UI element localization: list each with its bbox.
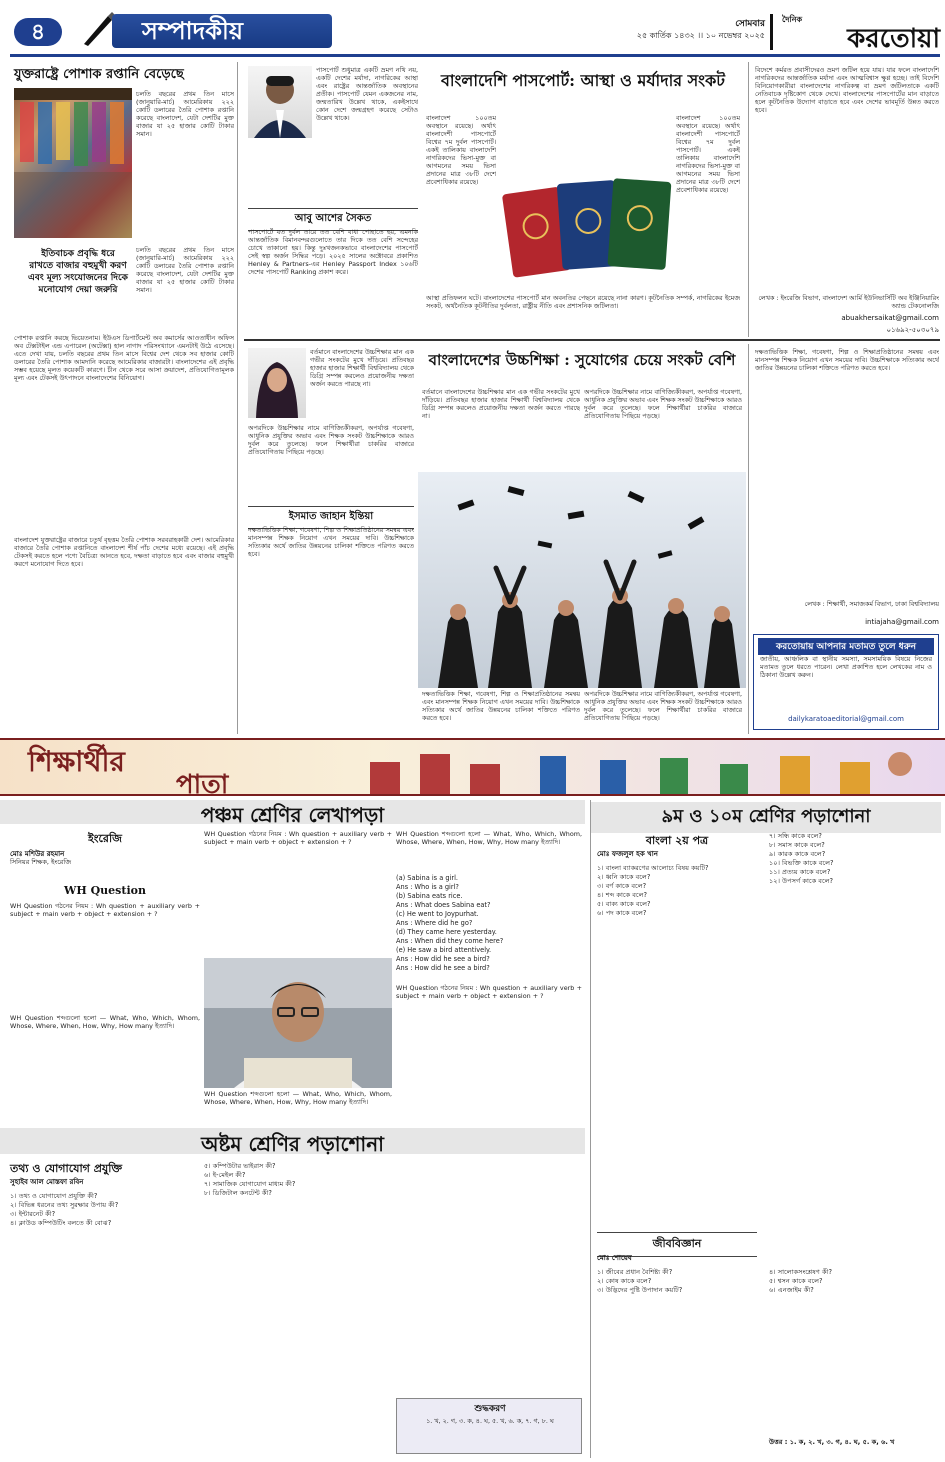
class9-section (590, 800, 940, 1458)
class8-subject: তথ্য ও যোগাযোগ প্রযুক্তি (10, 1162, 123, 1175)
class5-note-2: WH Question শব্দগুলো হলো — What, Who, Which, Whom, Whose, Where, When, How, Why, How many ইত্যাদি। (204, 1090, 392, 1106)
class8-header (0, 1128, 585, 1154)
question-item: ৪। সালোকসংশ্লেষণ কী? (769, 1268, 832, 1276)
page-number: ৪ (14, 18, 62, 46)
question-item: ১২। উপসর্গ কাকে বলে? (769, 877, 834, 885)
class5-examples (396, 874, 582, 973)
class9-title: ৯ম ও ১০ম শ্রেণির পড়াশোনা (591, 802, 941, 833)
example-line: Ans : How did he see a bird? (396, 964, 490, 972)
question-item: ৩। উদ্ভিদের পুষ্টি উপাদান কয়টি? (597, 1286, 683, 1294)
garments-body: পোশাক রপ্তানি করছে ভিয়েতনাম। ইউএস ডিপার্টমেন্ট অব কমার্সের আওতাধীন অফিস অব টেক্সটাইল এন্ড এপারেল (অটেক্সা) হাল নাগাদ পরিসংখ্যানে এমনটাই উঠে এসেছে। এতে দেখা যায়, চলতি বছরের প্রথম তিন মাসে বিশ্বের দেশ থেকে সব হাজার কোটি ডলারের তৈরি পোশাক আমদানি করেছে আমেরিকার বাজারটা। বাংলাদেশের এই প্রবৃদ্ধি সম্ভব হয়েছে মূলত কয়েকটি কারণে। চীন থেকে সরে আসা ক্রয়াদেশ, প্রতিযোগিতামূলক মূল্য এবং টেকসই উৎপাদনে বাংলাদেশের বিনিয়োগ। (14, 334, 234, 382)
class9-subject-2: জীববিজ্ঞান (597, 1232, 757, 1257)
class5-title: পঞ্চম শ্রেণির লেখাপড়া (200, 803, 385, 827)
question-item: ৭। সামাজিক যোগাযোগ মাধ্যম কী? (204, 1180, 296, 1188)
passport-title: বাংলাদেশি পাসপোর্ট: আস্থা ও মর্যাদার সংকট (441, 71, 725, 90)
passport-body: বাংলাদেশ ১০০তম অবস্থানে রয়েছে। অর্থাৎ বাংলাদেশী পাসপোর্টে বিশ্বের ৭ম দুর্বল পাসপোর্ট। একই তালিকায় বাংলাদেশি নাগরিকদের ভিসা-মুক্ত বা আগমনের সময় ভিসা প্রদানের মাত্র ৩৮টি দেশে প্রবেশাধিকার রয়েছে। (426, 114, 496, 186)
education-column-body: অপরদিকে উচ্চশিক্ষার নামে বাণিজ্যিকীকরণ, অপর্যাপ্ত গবেষণা, আধুনিক প্রযুক্তির অভাব এবং শিক্ষক সংকট উচ্চশিক্ষাকে আরও দুর্বল করে তুলেছে। ফলে শিক্ষার্থীরা চাকরির বাজারে প্রতিযোগিতায় পিছিয়ে পড়ছে। (248, 424, 414, 456)
student-page-banner (0, 738, 945, 800)
education-body-c: দক্ষতাভিত্তিক শিক্ষা, গবেষণা, শিল্প ও শিক্ষাপ্রতিষ্ঠানের সমন্বয় এবং মানসম্পন্ন শিক্ষক নিয়োগ এখন সময়ের দাবি। উচ্চশিক্ষাকে সত্যিকার অর্থে জাতির উন্নয়নের চালিকা শক্তিতে পরিণত করতে হবে। (422, 690, 580, 722)
class8-questions-a (10, 1192, 196, 1228)
class5-teacher-role: সিনিয়র শিক্ষক, ইংরেজি (10, 858, 72, 866)
question-item: ৯। কারক কাকে বলে? (769, 850, 826, 858)
question-item: ৬। এনজাইম কী? (769, 1286, 814, 1294)
education-column-body-2: দক্ষতাভিত্তিক শিক্ষা, গবেষণা, শিল্প ও শিক্ষাপ্রতিষ্ঠানের সমন্বয় এবং মানসম্পন্ন শিক্ষক নিয়োগ এখন সময়ের দাবি। উচ্চশিক্ষাকে সত্যিকার অর্থে জাতির উন্নয়নের চালিকা শক্তিতে পরিণত করতে হবে। (248, 526, 414, 558)
class9-subject: বাংলা ২য় পত্র (645, 834, 709, 847)
question-item: ৮। সমাস কাকে বলে? (769, 841, 825, 849)
class5-structure: WH Question গঠনের নিয়ম : Wh question + auxiliary verb + subject + main verb + object + extension + ? (10, 902, 200, 918)
date-line: ২৫ কার্তিক ১৪৩২ ।। ১০ নভেম্বর ২০২৫ (636, 31, 765, 40)
banner-line-2: পাতা (176, 770, 229, 800)
class5-right (396, 828, 582, 1126)
paper-name: করতোয়া (847, 24, 940, 54)
garments-title: যুক্তরাষ্ট্রে পোশাক রপ্তানি বেড়েছে (14, 67, 184, 82)
notice-email[interactable]: dailykaratoaeditorial@gmail.com (788, 715, 904, 723)
question-item: ৪। শব্দ কাকে বলে? (597, 891, 647, 899)
class5-structure-3: WH Question গঠনের নিয়ম : Wh question + auxiliary verb + subject + main verb + object + extension + ? (396, 984, 582, 1000)
education-title: বাংলাদেশের উচ্চশিক্ষা : সুযোগের চেয়ে সংকট বেশি (428, 351, 736, 369)
class5-middle (204, 828, 392, 1126)
day-label: সোমবার (735, 19, 765, 29)
education-byline: ইসমাত জাহান ইন্তিয়া (248, 506, 414, 529)
bio-questions-b (769, 1268, 937, 1295)
passport-phone: ০১৬৯২-৫০৩০৭৯ (886, 326, 939, 334)
question-item: ৫। শ্বসন কাকে বলে? (769, 1277, 823, 1285)
class5-header (0, 800, 585, 827)
author-photo-intia (248, 348, 306, 418)
banner-illustration (360, 744, 920, 794)
example-line: (e) He saw a bird attentively. (396, 946, 492, 954)
passport-body-3: বিদেশে কর্মরত প্রবাসীদেরও ভ্রমণ জটিল হয়ে যায়। যার ফলে বাংলাদেশি নাগরিকদের আন্তর্জাতিক মর্যাদা এবং আত্মবিশ্বাস ক্ষুণ্ণ হচ্ছে। তাই বিদেশি বিনিয়োগকারীরা বাংলাদেশের নাগরিকত্ব বা ভ্রমণ জটিলতাকে একটি নেতিবাচক দৃষ্টিকোণ থেকে দেখে। বাংলাদেশের পাসপোর্টের মান বাড়াতে হলে কূটনৈতিক উদ্যোগ বাড়াতে হবে এবং দেশের ভাবমূর্তি উন্নত করতে হবে। (755, 66, 939, 114)
student-photo (204, 958, 392, 1088)
passport-body-2: আস্থা প্রতিফলন ঘটে। বাংলাদেশের পাসপোর্ট মান অবনতির পেছনে রয়েছে নানা কারণ। কূটনৈতিক সম্পর্ক, নাগরিকের ইমেজ সংকট, অর্থনৈতিক কূটনীতির দুর্বলতা, রাষ্ট্রীয় নীতি এবং প্রশাসনিক জটিলতা। (426, 294, 740, 310)
example-line: (a) Sabina is a girl. (396, 874, 458, 882)
passport-column-text: পাসপোর্ট শুধুমাত্র একটি ভ্রমণ নথি নয়, একটি দেশের মর্যাদা, নাগরিকের আস্থা এবং রাষ্ট্রের আন্তর্জাতিক অবস্থানের প্রতীক। পাসপোর্ট যেমন একজনের নাম, জন্মতারিখ উল্লেখ থাকে, একইসাথে কোন দেশে জন্মগ্রহণ করেছে সেটাও উল্লেখ থাকে। (316, 66, 418, 122)
question-item: ৬। পদ কাকে বলে? (597, 909, 647, 917)
class8-content (10, 1158, 582, 1458)
passport-story (422, 62, 744, 337)
class8-answer-key: ১. খ, ২. গ, ৩. ক, ৪. ঘ, ৫. খ, ৬. ক, ৭. গ, ৮. ঘ (426, 1417, 554, 1425)
garments-lead: চলতি বছরের প্রথম তিন মাসে (জানুয়ারি-মার্চ) আমেরিকায় ২২২ কোটি ডলারের তৈরি পোশাক রপ্তানি করেছে বাংলাদেশ, যেটা দেশটির মুক্ত বাজার যা ২৫ হাজার কোটি টাকার সমান। (136, 90, 234, 138)
education-column-text: বর্তমানে বাংলাদেশের উচ্চশিক্ষার মান এক গভীর সংকটের মুখে দাঁড়িয়ে। প্রতিবছর হাজার হাজার শিক্ষার্থী বিশ্ববিদ্যালয় থেকে ডিগ্রি সম্পন্ন করলেও প্রয়োজনীয় দক্ষতা অর্জন করতে পারছে না। (310, 348, 414, 388)
question-item: ৮। ডিজিটাল কনটেন্ট কী? (204, 1189, 272, 1197)
example-line: Ans : When did they come here? (396, 937, 504, 945)
question-item: ৩। ইন্টারনেট কী? (10, 1210, 56, 1218)
question-item: ১। তথ্য ও যোগাযোগ প্রযুক্তি কী? (10, 1192, 98, 1200)
class5-intro: WH Question শব্দগুলো হলো — What, Who, Which, Whom, Whose, Where, When, How, Why, How many ইত্যাদি। (396, 830, 582, 846)
class9-teacher-2: মোঃ শোয়েব (597, 1254, 632, 1262)
class5-topic: WH Question (64, 884, 146, 897)
class5-subject: ইংরেজি (88, 832, 122, 845)
education-continued (748, 344, 940, 734)
example-line: Ans : Who is a girl? (396, 883, 459, 891)
masthead (0, 0, 945, 62)
question-item: ১০। বিভক্তি কাকে বলে? (769, 859, 834, 867)
question-item: ২। বিভিন্ন ধরনের তথ্য সুরক্ষার উপায় কী? (10, 1201, 119, 1209)
class8-title: অষ্টম শ্রেণির পড়াশোনা (201, 1132, 384, 1156)
class8-answer-title: শুদ্ধকরণ (474, 1404, 506, 1414)
class5-structure-2: WH Question গঠনের নিয়ম : Wh question + auxiliary verb + subject + main verb + object + extension + ? (204, 830, 392, 846)
garments-pull-quote: ইতিবাচক প্রবৃদ্ধি ধরে রাখতে বাজার বহুমুখী করণ এবং মূল্য সংযোজনের দিকে মনোযোগ দেয়া জরুরি (28, 249, 128, 295)
passports-photo (498, 166, 674, 294)
education-story (418, 344, 746, 734)
education-column (244, 344, 416, 734)
author-photo-saikat (248, 66, 312, 138)
example-line: Ans : What does Sabina eat? (396, 901, 491, 909)
section-divider (244, 339, 940, 341)
garments-side-text: চলতি বছরের প্রথম তিন মাসে (জানুয়ারি-মার্চ) আমেরিকায় ২২২ কোটি ডলারের তৈরি পোশাক রপ্তানি করেছে বাংলাদেশ, যেটা দেশটির মুক্ত বাজার যা ২৫ হাজার কোটি টাকার সমান। (136, 246, 234, 294)
question-item: ২। ধ্বনি কাকে বলে? (597, 873, 651, 881)
question-item: ৩। বর্ণ কাকে বলে? (597, 882, 647, 890)
example-line: (d) They came here yesterday. (396, 928, 497, 936)
garments-photo (14, 88, 132, 238)
class8-questions-b (204, 1162, 390, 1198)
bio-questions-a (597, 1268, 763, 1295)
passport-side-text: বাংলাদেশ ১০০তম অবস্থানে রয়েছে। অর্থাৎ বাংলাদেশী পাসপোর্টে বিশ্বের ৭ম দুর্বল পাসপোর্ট। একই তালিকায় বাংলাদেশি নাগরিকদের ভিসা-মুক্ত বা আগমনের সময় ভিসা প্রদানের মাত্র ৩৮টি দেশে প্রবেশাধিকার রয়েছে। (676, 114, 740, 194)
example-line: Ans : How did he see a bird? (396, 955, 490, 963)
notice-box (753, 634, 939, 730)
education-body: বর্তমানে বাংলাদেশের উচ্চশিক্ষার মান এক গভীর সংকটের মুখে দাঁড়িয়ে। প্রতিবছর হাজার হাজার শিক্ষার্থী বিশ্ববিদ্যালয় থেকে ডিগ্রি সম্পন্ন করলেও প্রয়োজনীয় দক্ষতা অর্জন করতে পারছে না। (422, 388, 580, 420)
class5-note: WH Question শব্দগুলো হলো — What, Who, Which, Whom, Whose, Where, When, How, Why, How many ইত্যাদি। (10, 1014, 200, 1030)
question-item: ৫। কম্পিউটার ভাইরাস কী? (204, 1162, 276, 1170)
passport-author-note: লেখক : ইংরেজি বিভাগ, বাংলাদেশ আর্মি ইউনিভার্সিটি অব ইঞ্জিনিয়ারিং অ্যান্ড টেকনোলজি (758, 294, 939, 310)
question-item: ২। কোষ কাকে বলে? (597, 1277, 652, 1285)
top-rule (10, 54, 940, 57)
class9-questions-b (769, 832, 937, 886)
garments-body-2: বাংলাদেশ যুক্তরাষ্ট্রের বাজারে চতুর্থ বৃহত্তম তৈরি পোশাক সরবরাহকারী দেশ। আমেরিকার বাজারে তৈরি পোশাক রপ্তানিতে বাংলাদেশ শীর্ষ পাঁচ দেশের মধ্যে রয়েছে। এই প্রবৃদ্ধি টেকসই করতে হলে পণ্যে বৈচিত্র্য আনতে হবে, দক্ষতা বাড়াতে হবে এবং বাজার বহুমুখী করণে মনোযোগ দিতে হবে। (14, 536, 234, 568)
class5-left (10, 828, 200, 1126)
mast-divider (770, 14, 773, 50)
question-item: ৫। বাক্য কাকে বলে? (597, 900, 651, 908)
notice-body: জাতীয়, আঞ্চলিক বা স্থানীয় সমস্যা, সমসাময়িক বিষয়ে নিজের মতামত তুলে ধরতে পারেন। লেখা প্রকাশিত হলে লেখকের নাম ও ঠিকানা উল্লেখ করুন। (760, 655, 932, 679)
question-item: ১। জীবের প্রধান বৈশিষ্ট্য কী? (597, 1268, 673, 1276)
bio-answers: উত্তর : ১. ক, ২. খ, ৩. গ, ৪. ঘ, ৫. ক, ৬. খ (769, 1438, 895, 1446)
example-line: (c) He went to Joypurhat. (396, 910, 479, 918)
education-body-e: দক্ষতাভিত্তিক শিক্ষা, গবেষণা, শিল্প ও শিক্ষাপ্রতিষ্ঠানের সমন্বয় এবং মানসম্পন্ন শিক্ষক নিয়োগ এখন সময়ের দাবি। উচ্চশিক্ষাকে সত্যিকার অর্থে জাতির উন্নয়নের চালিকা শক্তিতে পরিণত করতে হবে। (755, 348, 939, 372)
question-item: ৭। সন্ধি কাকে বলে? (769, 832, 822, 840)
question-item: ৬। ই-মেইল কী? (204, 1171, 246, 1179)
paper-prefix: দৈনিক (782, 15, 803, 24)
question-item: ১। বাংলা ব্যাকরণের আলোচ্য বিষয় কয়টি? (597, 864, 709, 872)
garments-story (10, 62, 238, 734)
notice-title: করতোয়ায় আপনার মতামত তুলে ধরুন (758, 638, 934, 655)
passport-email[interactable]: abuakhersaikat@gmail.com (841, 314, 939, 322)
class9-teacher: মোঃ ফজলুল হক খান (597, 850, 658, 858)
question-item: ১১। প্রত্যয় কাকে বলে? (769, 868, 831, 876)
question-item: ৪। ক্লাউড কম্পিউটিং বলতে কী বোঝ? (10, 1219, 112, 1227)
banner-line-1: শিক্ষার্থীর (28, 745, 125, 778)
education-author-note: লেখক : শিক্ষার্থী, সমাজকর্ম বিভাগ, ঢাকা বিশ্ববিদ্যালয় (804, 600, 939, 608)
education-body-d: অপরদিকে উচ্চশিক্ষার নামে বাণিজ্যিকীকরণ, অপর্যাপ্ত গবেষণা, আধুনিক প্রযুক্তির অভাব এবং শিক্ষক সংকট উচ্চশিক্ষাকে আরও দুর্বল করে তুলেছে। ফলে শিক্ষার্থীরা চাকরির বাজারে প্রতিযোগিতায় পিছিয়ে পড়ছে। (584, 690, 742, 722)
class5-teacher: মোঃ মশিউর রহমান (10, 850, 65, 858)
passport-continued (748, 62, 940, 337)
passport-byline: আবু আশের সৈকত (248, 208, 418, 231)
section-title: সম্পাদকীয় (112, 14, 332, 48)
class8-answer-box (396, 1398, 582, 1454)
passport-column-body-2: পাসপোর্টে যত দুর্বল তারে তত বেশি বাধা পোহাতে হয়, এমনকি আন্তর্জাতিক বিমানবন্দরগুলোতে তার দিকে তত বেশি সন্দেহের চোখে তাকানো হয়। কিন্তু দুঃখজনকভাবে বাংলাদেশের পাসপোর্ট সেই স্বল্প অর্জন সিদ্ধির পড়ে। ২০২৫ সালের অক্টোবরে প্রকাশিত Henley & Partners-এর Henley Passport Index ১০৬টি দেশের পাসপোর্ট Ranking প্রকাশ করে। (248, 228, 418, 276)
example-line: Ans : Where did he go? (396, 919, 473, 927)
passport-column (244, 62, 420, 337)
education-email[interactable]: intiajaha@gmail.com (865, 618, 939, 626)
class8-teacher: সুহাইব আল মোস্তফা রবিন (10, 1178, 84, 1186)
education-body-b: অপরদিকে উচ্চশিক্ষার নামে বাণিজ্যিকীকরণ, অপর্যাপ্ত গবেষণা, আধুনিক প্রযুক্তির অভাব এবং শিক্ষক সংকট উচ্চশিক্ষাকে আরও দুর্বল করে তুলেছে। ফলে শিক্ষার্থীরা চাকরির বাজারে প্রতিযোগিতায় পিছিয়ে পড়ছে। (584, 388, 742, 420)
class9-questions-a (597, 864, 763, 918)
example-line: (b) Sabina eats rice. (396, 892, 463, 900)
graduation-photo (418, 472, 746, 688)
